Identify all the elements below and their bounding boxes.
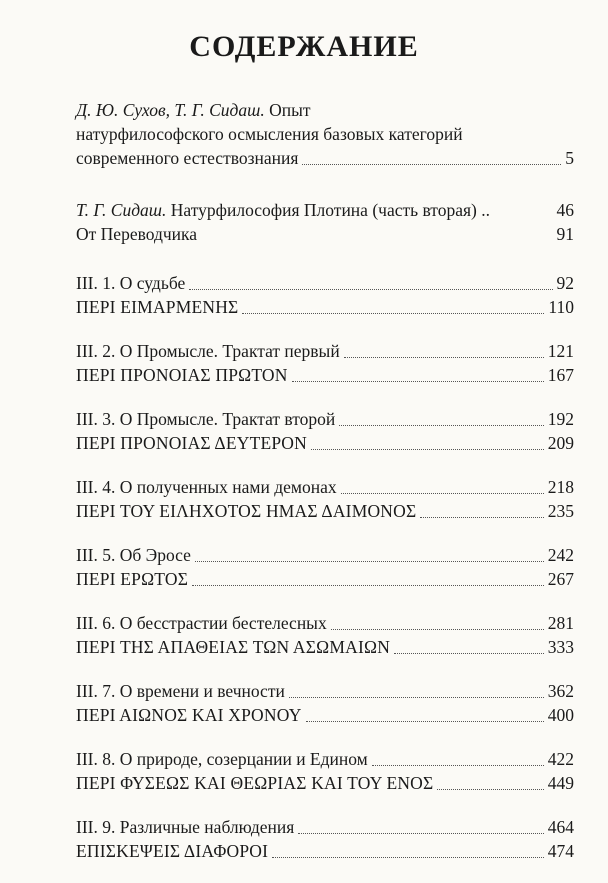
dot-leader (306, 721, 544, 722)
page-number: 91 (556, 224, 574, 244)
greek-title: ΠΕΡΙ ΠΡΟΝΟΙΑΣ ΔΕΥΤΕΡΟΝ (76, 433, 307, 453)
toc-section (76, 747, 574, 795)
dot-leader (394, 653, 544, 654)
dot-leader (292, 381, 544, 382)
page-number: 5 (565, 148, 574, 168)
russian-title: III. 7. О времени и вечности (76, 681, 285, 701)
russian-title: III. 1. О судьбе (76, 273, 186, 293)
dot-leader (331, 629, 544, 630)
toc-section (76, 475, 574, 523)
greek-title: ΠΕΡΙ ΤΗΣ ΑΠΑΘΕΙΑΣ ΤΩΝ ΑΣΩΜΑΙΩΝ (76, 637, 391, 657)
greek-title: ΠΕΡΙ ΕΡΩΤΟΣ (76, 569, 189, 589)
table-of-contents (76, 98, 574, 883)
russian-title: III. 3. О Промысле. Трактат второй (76, 409, 336, 429)
intro-author: Д. Ю. Сухов, Т. Г. Сидаш. (76, 100, 265, 120)
russian-title: III. 9. Различные наблюдения (76, 817, 295, 837)
page-number: 235 (547, 501, 574, 521)
russian-title: III. 2. О Промысле. Трактат первый (76, 341, 340, 361)
page-number: 209 (547, 433, 574, 453)
greek-title: ΠΕΡΙ ΤΟΥ ΕΙΛΗΧΟΤΟΣ ΗΜΑΣ ΔΑΙΜΟΝΟΣ (76, 501, 417, 521)
page-number: 362 (547, 681, 574, 701)
toc-section (76, 543, 574, 591)
russian-title: III. 6. О бесстрастии бестелесных (76, 613, 327, 633)
toc-section (76, 611, 574, 659)
page-number: 267 (547, 569, 574, 589)
dot-leader (311, 449, 544, 450)
page-number: 449 (547, 773, 574, 793)
page-number: 333 (547, 637, 574, 657)
page-number: 242 (547, 545, 574, 565)
greek-title: ΠΕΡΙ ΑΙΩΝΟΣ ΚΑΙ ΧΡΟΝΟΥ (76, 705, 302, 725)
dot-leader (339, 425, 543, 426)
translator-title: От Переводчика (76, 224, 198, 244)
toc-section (76, 815, 574, 863)
intro-line1-rest: Опыт (264, 100, 311, 120)
russian-title: III. 4. О полученных нами демонах (76, 477, 337, 497)
page-number: 281 (547, 613, 574, 633)
greek-title: ΠΕΡΙ ΦΥΣΕΩΣ ΚΑΙ ΘΕΩΡΙΑΣ ΚΑΙ ΤΟΥ ΕΝΟΣ (76, 773, 434, 793)
russian-title: III. 8. О природе, созерцании и Едином (76, 749, 368, 769)
page-number: 192 (547, 409, 574, 429)
dot-leader (289, 697, 544, 698)
dot-leader (420, 517, 543, 518)
page-number: 46 (556, 200, 574, 220)
toc-section (76, 271, 574, 319)
dot-leader (298, 833, 543, 834)
dot-leader (192, 585, 544, 586)
page-number: 92 (556, 273, 574, 293)
page-number: 400 (547, 705, 574, 725)
greek-title: ΠΕΡΙ ΕΙΜΑΡΜΕΝΗΣ (76, 297, 239, 317)
page-number: 474 (547, 841, 574, 861)
dot-leader (189, 289, 552, 290)
second-author: Т. Г. Сидаш. (76, 200, 167, 220)
intro-line3: современного естествознания (76, 148, 299, 168)
dot-leader (437, 789, 543, 790)
page-number: 218 (547, 477, 574, 497)
page-number: 422 (547, 749, 574, 769)
page-number: 110 (548, 297, 574, 317)
page-title: СОДЕРЖАНИЕ (189, 30, 419, 63)
dot-leader (242, 313, 544, 314)
toc-entry-intro (76, 98, 574, 170)
toc-section (76, 679, 574, 727)
page-number: 464 (547, 817, 574, 837)
dot-leader (302, 164, 561, 165)
dot-leader (344, 357, 544, 358)
dot-leader (272, 857, 544, 858)
greek-title: ΠΕΡΙ ΠΡΟΝΟΙΑΣ ΠΡΩΤΟΝ (76, 365, 288, 385)
toc-sections (76, 271, 574, 863)
intro-line2: натурфилософского осмысления базовых категорий (76, 124, 463, 144)
toc-section (76, 407, 574, 455)
second-title: Натурфилософия Плотина (часть вторая) .. (166, 200, 490, 220)
toc-section (76, 339, 574, 387)
dot-leader (372, 765, 544, 766)
dot-leader (341, 493, 544, 494)
russian-title: III. 5. Об Эросе (76, 545, 191, 565)
page-number: 167 (547, 365, 574, 385)
dot-leader (195, 561, 544, 562)
toc-entry-second (76, 198, 574, 246)
greek-title: ΕΠΙΣΚΕΨΕΙΣ ΔΙΑΦΟΡΟΙ (76, 841, 269, 861)
page-number: 121 (547, 341, 574, 361)
